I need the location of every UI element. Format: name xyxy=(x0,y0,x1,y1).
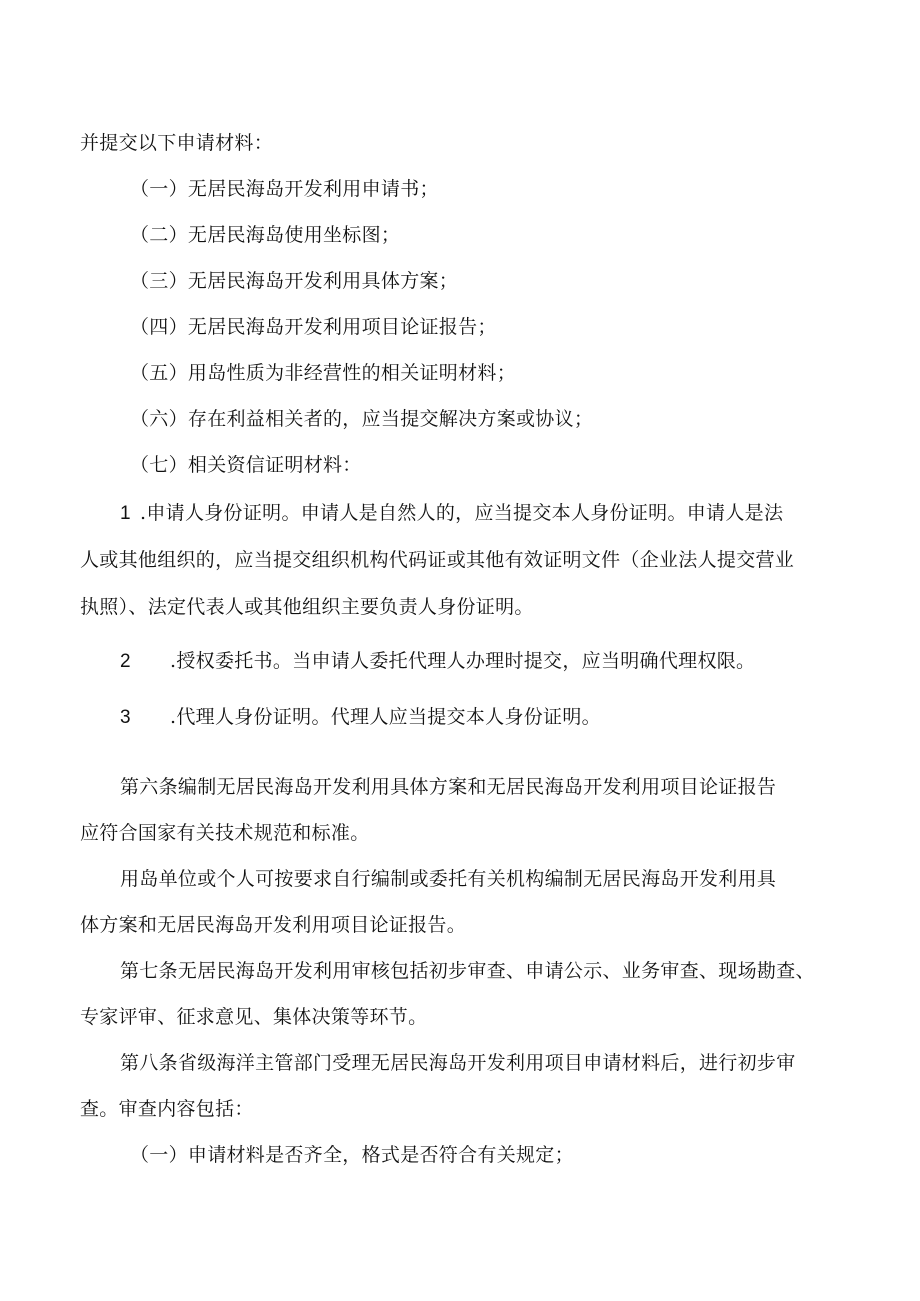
intro-line: 并提交以下申请材料： xyxy=(80,132,274,154)
article-8-line-1: 第八条省级海洋主管部门受理无居民海岛开发利用项目申请材料后，进行初步审 xyxy=(120,1052,796,1074)
material-item-7: （七）相关资信证明材料： xyxy=(130,454,362,476)
article-6-line-1: 第六条编制无居民海岛开发利用具体方案和无居民海岛开发利用项目论证报告 xyxy=(120,776,777,798)
review-item-1: （一）申请材料是否齐全，格式是否符合有关规定； xyxy=(130,1144,574,1166)
material-item-6: （六）存在利益相关者的，应当提交解决方案或协议； xyxy=(130,408,594,430)
sub-item-3 xyxy=(120,704,601,731)
sub-item-1-line-1 xyxy=(120,500,783,527)
sub-item-3-text: .代理人身份证明。代理人应当提交本人身份证明。 xyxy=(170,706,601,728)
sub-item-1-line-3: 执照）、法定代表人或其他组织主要负责人身份证明。 xyxy=(80,596,534,618)
sub-item-3-number: 3 xyxy=(120,707,131,728)
sub-item-1-text: .申请人身份证明。申请人是自然人的，应当提交本人身份证明。申请人是法 xyxy=(140,502,784,524)
article-8-line-2: 查。审查内容包括： xyxy=(80,1098,254,1120)
sub-item-2-number: 2 xyxy=(120,651,131,672)
material-item-4: （四）无居民海岛开发利用项目论证报告； xyxy=(130,316,497,338)
material-item-3: （三）无居民海岛开发利用具体方案； xyxy=(130,270,459,292)
material-item-2: （二）无居民海岛使用坐标图； xyxy=(130,224,401,246)
sub-item-1-line-2: 人或其他组织的，应当提交组织机构代码证或其他有效证明文件（企业法人提交营业 xyxy=(80,549,795,571)
article-7-line-1: 第七条无居民海岛开发利用审核包括初步审查、申请公示、业务审查、现场勘查、 xyxy=(120,960,815,982)
article-7-line-2: 专家评审、征求意见、集体决策等环节。 xyxy=(80,1006,428,1028)
sub-item-1-number: 1 xyxy=(120,503,131,524)
article-6-line-2: 应符合国家有关技术规范和标准。 xyxy=(80,822,370,844)
article-6b-line-2: 体方案和无居民海岛开发利用项目论证报告。 xyxy=(80,914,467,936)
article-6b-line-1: 用岛单位或个人可按要求自行编制或委托有关机构编制无居民海岛开发利用具 xyxy=(120,868,777,890)
sub-item-2 xyxy=(120,648,755,675)
sub-item-2-text: .授权委托书。当申请人委托代理人办理时提交，应当明确代理权限。 xyxy=(170,650,756,672)
material-item-1: （一）无居民海岛开发利用申请书； xyxy=(130,178,439,200)
material-item-5: （五）用岛性质为非经营性的相关证明材料； xyxy=(130,362,517,384)
